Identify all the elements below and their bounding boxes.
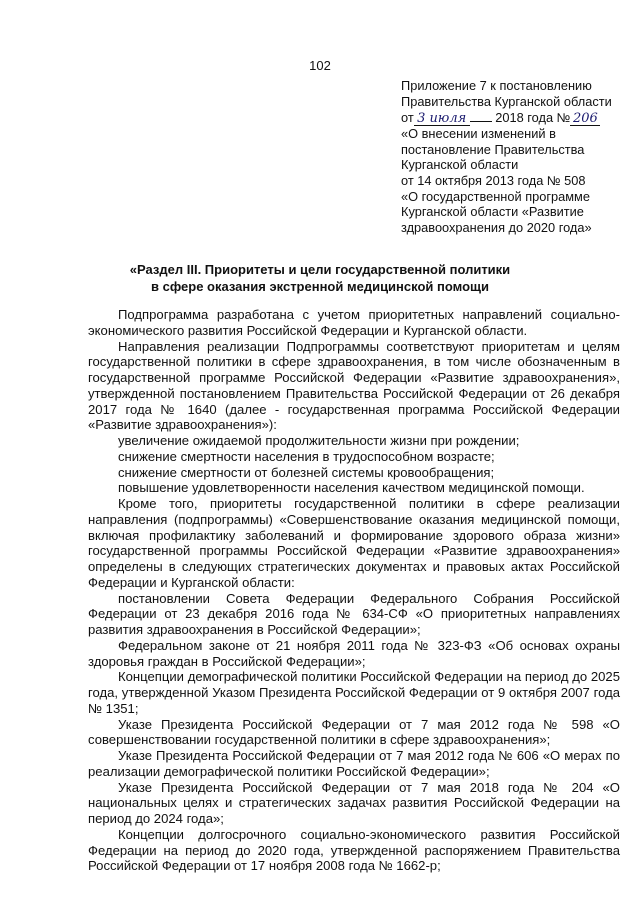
section-heading (88, 262, 552, 295)
list-item: повышение удовлетворенности населения качеством медицинской помощи. (118, 480, 585, 496)
list-item: снижение смертности населения в трудоспособном возрасте; (118, 448, 495, 464)
annex-line: «О государственной программе (401, 188, 590, 204)
annex-line: от 14 октября 2013 года № 508 (401, 172, 586, 188)
list-item: Концепции демографической политики Российской Федерации на период до 2025 года, утвержденной Указом Президента Российской Федерации от 9 октября 2007 года № 1351; (88, 669, 620, 716)
date-prefix: от (401, 110, 414, 126)
annex-line: Приложение 7 к постановлению (401, 78, 592, 93)
heading-line: «Раздел III. Приоритеты и цели государственной политики (129, 262, 511, 277)
list-item: Указе Президента Российской Федерации от 7 мая 2018 года № 204 «О национальных целях и стратегических задачах развития Российской Федерации на период до 2024 года»; (88, 779, 620, 826)
paragraph: Подпрограмма разработана с учетом приоритетных направлений социально-экономического развития Российской Федерации и Курганской области. (88, 307, 620, 338)
annex-line: Правительства Курганской области (401, 93, 612, 109)
list-item: Указе Президента Российской Федерации от 7 мая 2012 года № 598 «О совершенствовании государственной политики в сфере здравоохранения»; (88, 716, 620, 748)
paragraph: Кроме того, приоритеты государственной политики в сфере реализации направления (подпрограммы) «Совершенствование оказания медицинской помощи, включая профилактику заболеваний и формирование здорового образа жизни» государственной программы Российской Федерации «Развитие здравоохранения» определены в следующих стратегических документах и правовых актах Российской Федерации и Курганской области: (88, 496, 620, 590)
date-underline (470, 109, 492, 122)
handwritten-date: 3 июля (414, 112, 470, 126)
list-item: снижение смертности от болезней системы кровообращения; (118, 464, 495, 480)
handwritten-number: 206 (570, 112, 600, 126)
annex-line: постановление Правительства (401, 141, 585, 157)
heading-line: в сфере оказания экстренной медицинской помощи (151, 278, 489, 294)
annex-line: Курганской области «Развитие (401, 204, 584, 220)
body-text (88, 307, 620, 874)
list-item: Указе Президента Российской Федерации от 7 мая 2012 года № 606 «О мерах по реализации демографической политики Российской Федерации»; (88, 748, 620, 779)
list-item: Федеральном законе от 21 ноября 2011 года № 323-ФЗ «Об основах охраны здоровья граждан в Российской Федерации»; (88, 637, 620, 669)
annex-line: Курганской области (401, 157, 519, 173)
annex-line: «О внесении изменений в (401, 126, 556, 142)
annex-date-line (401, 109, 616, 126)
paragraph: Направления реализации Подпрограммы соответствуют приоритетам и целям государственной политики в сфере здравоохранения, в том числе обозначенным в государственной программе Российской Федерации «Развитие здравоохранения», утвержденной постановлением Правительства Российской Федерации от 26 декабря 2017 года № 1640 (далее - государственная программа Российской Федерации «Развитие здравоохранения»): (88, 338, 620, 433)
year-text: 2018 года № (495, 110, 571, 126)
page-number: 102 (309, 58, 331, 73)
list-item: постановлении Совета Федерации Федерального Собрания Российской Федерации от 23 декабря 2016 года № 634-СФ «О приоритетных направлениях развития здравоохранения в Российской Федерации»; (88, 590, 620, 637)
list-item: Концепции долгосрочного социально-экономического развития Российской Федерации на период до 2020 года, утвержденной распоряжением Правительства Российской Федерации от 17 ноября 2008 года № 1662-р; (88, 826, 620, 874)
annex-block (401, 78, 616, 235)
annex-line: здравоохранения до 2020 года» (401, 219, 592, 235)
list-item: увеличение ожидаемой продолжительности жизни при рождении; (118, 433, 520, 448)
